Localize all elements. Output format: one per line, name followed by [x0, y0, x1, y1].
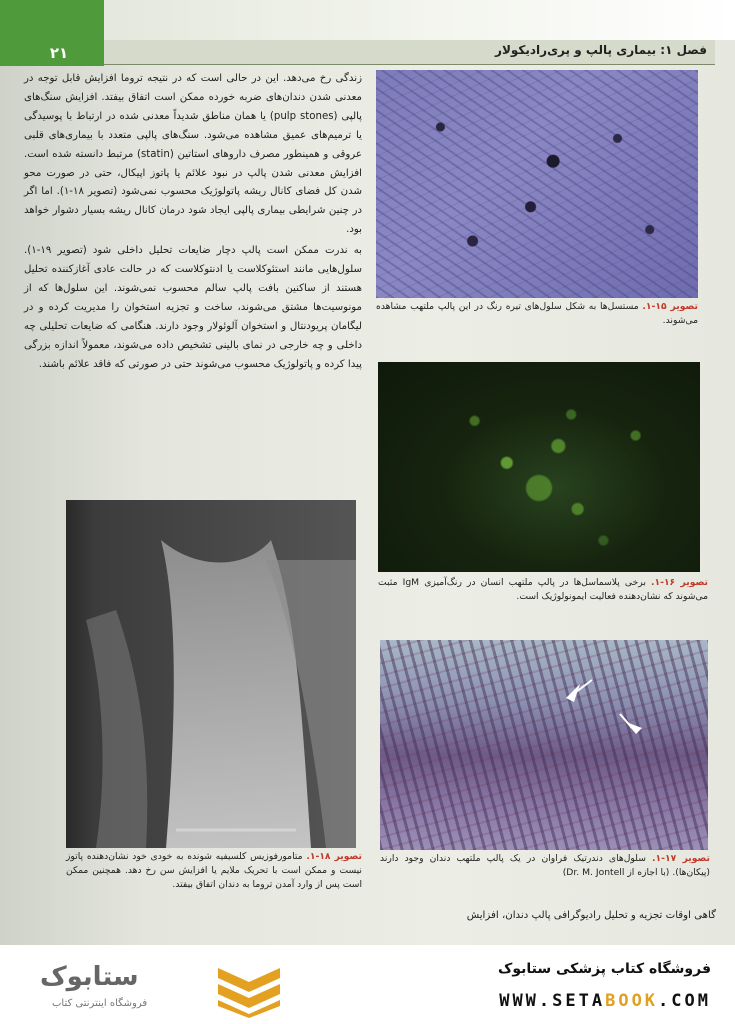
url-part: WWW.SETA	[499, 991, 606, 1011]
caption-text: برخی پلاسماسل‌ها در پالپ ملتهب انسان در رنگ‌آمیزی IgM مثبت می‌شوند که نشان‌دهنده فعالیت ایمونولوژیک است.	[378, 577, 708, 602]
figure-16-micrograph	[378, 362, 700, 572]
figure-17-micrograph	[380, 640, 708, 850]
logo-text: ستابوک	[40, 962, 139, 992]
url-accent: BOOK	[605, 991, 659, 1011]
page-number: ۲۱	[49, 44, 69, 62]
tooth-radiograph-icon	[66, 500, 356, 848]
figure-18-caption	[66, 850, 362, 892]
figure-15-micrograph	[376, 70, 698, 298]
figure-16-caption	[378, 576, 708, 604]
caption-text: سلول‌های دندرتیک فراوان در یک پالپ ملتهب دندان وجود دارند (پیکان‌ها). (با اجازه از Dr. M. Jontell)	[380, 853, 710, 878]
main-text-column	[24, 70, 362, 377]
caption-text: مستسل‌ها به شکل سلول‌های تیره رنگ در این پالپ ملتهب مشاهده می‌شوند.	[376, 301, 698, 326]
page-top-strip	[0, 0, 735, 40]
chapter-title: فصل ۱: بیماری پالپ و پری‌رادیکولار	[495, 43, 707, 57]
figure-17-caption	[380, 852, 710, 880]
paragraph: به ندرت ممکن است پالپ دچار ضایعات تحلیل داخلی شود (تصویر ۱۹-۱). سلول‌هایی مانند استئوکلاست یا ادنتوکلاست که در حالت عادی آغازکننده تحلیل هستند از ساکنین بافت پالپ سالم محسوب نمی‌شوند. این سلول‌ها که از مونوسیت‌ها مشتق می‌شوند، ساخت و تجزیه استخوان را مدیریت کرده و در لیگامان پریودنتال و استخوان آلوئولار وجود دارند. هنگامی که ضایعات تحلیلی چه داخلی و چه خارجی در نمای بالینی تشخیص داده می‌شوند، معمولاً اندازه بزرگی پیدا کرده و پاتولوژیک محسوب می‌شوند حتی در صورتی که فاقد علائم باشند.	[24, 245, 362, 370]
paragraph: زندگی رخ می‌دهد. این در حالی است که در نتیجه تروما افزایش قابل توجه در معدنی شدن دندان‌های ضربه خورده ممکن است اتفاق بیفتد. افزایش سنگ‌های پالپی (pulp stones) یا همان مناطق شدیداً معدنی شده در ارتباط با پوسیدگی یا ترمیم‌های عمیق مشاهده می‌شود. سنگ‌های پالپی متعدد با بیماری‌های قلبی عروقی و همینطور مصرف داروهای استاتین (statin) مرتبط دانسته شده است. افزایش معدنی شدن پالپ در نبود علائم یا پاتوز اپیکال، حتی در صورت محو شدن کل فضای کانال ریشه پاتولوژیک محسوب نمی‌شود (تصویر ۱۸-۱). اما اگر در چنین شرایطی بیماری پالپی ایجاد شود درمان کانال ریشه بسیار دشوار خواهد بود.	[24, 73, 363, 236]
figure-18-radiograph	[66, 500, 356, 848]
logo-tagline: فروشگاه اینترنتی کتاب	[52, 998, 148, 1009]
figure-label: تصویر ۱۵-۱.	[642, 301, 698, 312]
running-header	[104, 40, 715, 65]
caption-text: متامورفوزیس کلسیفیه شونده به خودی خود نشان‌دهنده پاتوز نیست و ممکن است با تحریک ملایم یا افزایش سن رخ دهد. همچنین ممکن است پس از وارد آمدن تروما به دندان اتفاق بیفتد.	[66, 851, 362, 890]
arrow-icon	[380, 640, 708, 850]
figure-label: تصویر ۱۷-۱.	[652, 853, 711, 864]
figure-label: تصویر ۱۸-۱.	[306, 851, 362, 862]
shop-url[interactable]	[499, 991, 711, 1011]
url-part: .COM	[658, 991, 711, 1011]
figure-label: تصویر ۱۶-۱.	[651, 577, 708, 588]
book-logo-icon	[214, 960, 284, 1018]
shop-name: فروشگاه کتاب پزشکی ستابوک	[498, 961, 711, 977]
figure-15-caption	[376, 300, 698, 328]
continuation-text: گاهی اوقات تجزیه و تحلیل رادیوگرافی پالپ دندان، افزایش	[466, 910, 716, 921]
